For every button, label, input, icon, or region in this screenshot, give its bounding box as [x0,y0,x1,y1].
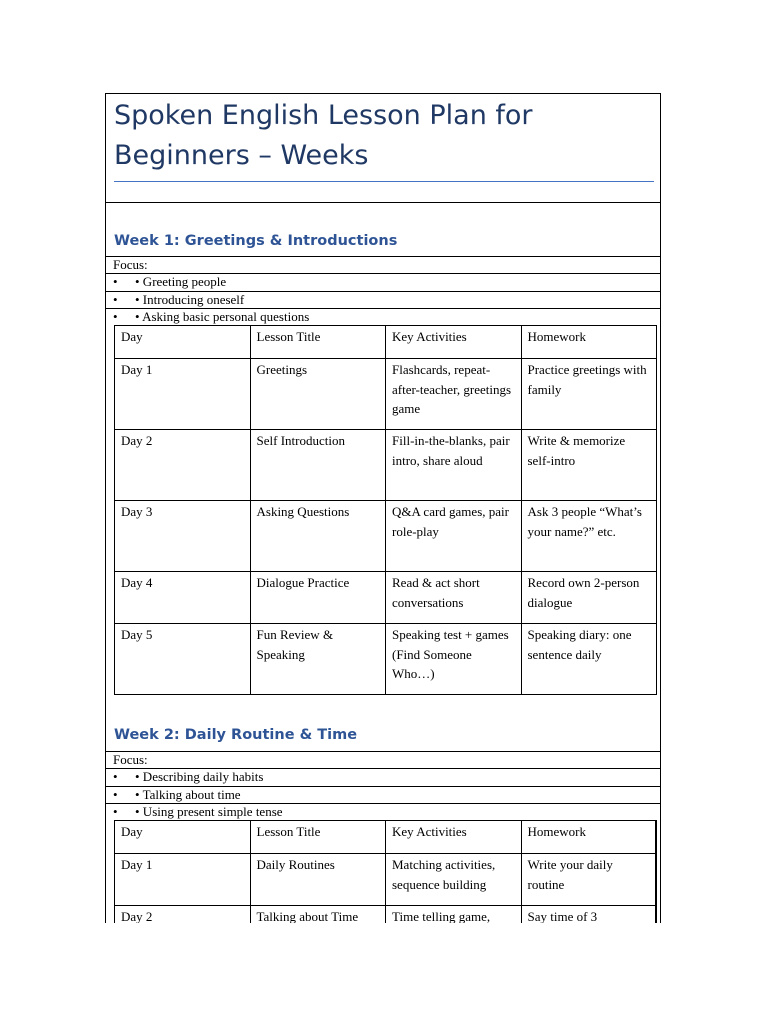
cell-homework: Say time of 3 [521,906,657,924]
week-1-focus-item [113,309,309,325]
table-outer-border [655,820,656,923]
cell-key-activities: Flashcards, repeat-after-teacher, greetings game [386,359,522,430]
week-2-focus-item [113,804,283,820]
row-divider [106,256,660,257]
cell-homework: Practice greetings with family [521,359,657,430]
bullet-icon: • [113,292,118,307]
header-lesson-title: Lesson Title [250,821,386,854]
cell-lesson-title: Greetings [250,359,386,430]
cell-lesson-title: Daily Routines [250,854,386,906]
focus-item-text: • Describing daily habits [135,769,264,784]
focus-item-text: • Using present simple tense [135,804,283,819]
cell-lesson-title: Self Introduction [250,430,386,501]
week-1-focus-item [113,274,226,290]
week-1-lesson-table [114,325,657,695]
header-day: Day [115,326,251,359]
cell-homework: Speaking diary: one sentence daily [521,624,657,695]
week-2-focus-item [113,769,263,785]
cell-homework: Write & memorize self-intro [521,430,657,501]
table-row [115,906,657,924]
cell-day: Day 1 [115,359,251,430]
cell-key-activities: Read & act short conversations [386,572,522,624]
week-2-focus-label: Focus: [113,752,148,767]
table-row [115,430,657,501]
cell-lesson-title: Talking about Time [250,906,386,924]
page-title: Spoken English Lesson Plan for Beginners – Weeks [114,100,533,171]
cell-day: Day 5 [115,624,251,695]
table-row [115,624,657,695]
table-header-row [115,326,657,359]
table-row [115,854,657,906]
bullet-icon: • [113,274,118,289]
title-box [106,94,660,203]
cell-key-activities: Q&A card games, pair role-play [386,501,522,572]
focus-item-text: • Introducing oneself [135,292,245,307]
header-key-activities: Key Activities [386,821,522,854]
cell-lesson-title: Fun Review & Speaking [250,624,386,695]
table-row [115,501,657,572]
bullet-icon: • [113,804,118,819]
title-underline [114,181,654,182]
bullet-icon: • [113,769,118,784]
header-homework: Homework [521,821,657,854]
bullet-icon: • [113,787,118,802]
table-header-row [115,821,657,854]
cell-lesson-title: Dialogue Practice [250,572,386,624]
week-2-lesson-table [114,820,657,923]
header-day: Day [115,821,251,854]
cell-key-activities: Speaking test + games (Find Someone Who…) [386,624,522,695]
cell-key-activities: Time telling game, [386,906,522,924]
header-homework: Homework [521,326,657,359]
header-lesson-title: Lesson Title [250,326,386,359]
cell-homework: Write your daily routine [521,854,657,906]
cell-day: Day 2 [115,430,251,501]
table-row [115,572,657,624]
cell-homework: Record own 2-person dialogue [521,572,657,624]
cell-day: Day 3 [115,501,251,572]
header-key-activities: Key Activities [386,326,522,359]
bullet-icon: • [113,309,118,324]
week-2-focus-item [113,787,241,803]
cell-lesson-title: Asking Questions [250,501,386,572]
cell-homework: Ask 3 people “What’s your name?” etc. [521,501,657,572]
cell-day: Day 2 [115,906,251,924]
week-2-heading: Week 2: Daily Routine & Time [114,727,358,743]
week-1-heading: Week 1: Greetings & Introductions [114,233,398,249]
table-row [115,359,657,430]
week-1-focus-label: Focus: [113,257,148,272]
focus-item-text: • Talking about time [135,787,241,802]
week-1-focus-item [113,292,244,308]
focus-item-text: • Asking basic personal questions [135,309,310,324]
cell-key-activities: Matching activities, sequence building [386,854,522,906]
cell-day: Day 1 [115,854,251,906]
cell-day: Day 4 [115,572,251,624]
row-divider [106,751,660,752]
document-page [105,93,661,923]
cell-key-activities: Fill-in-the-blanks, pair intro, share aloud [386,430,522,501]
focus-item-text: • Greeting people [135,274,227,289]
